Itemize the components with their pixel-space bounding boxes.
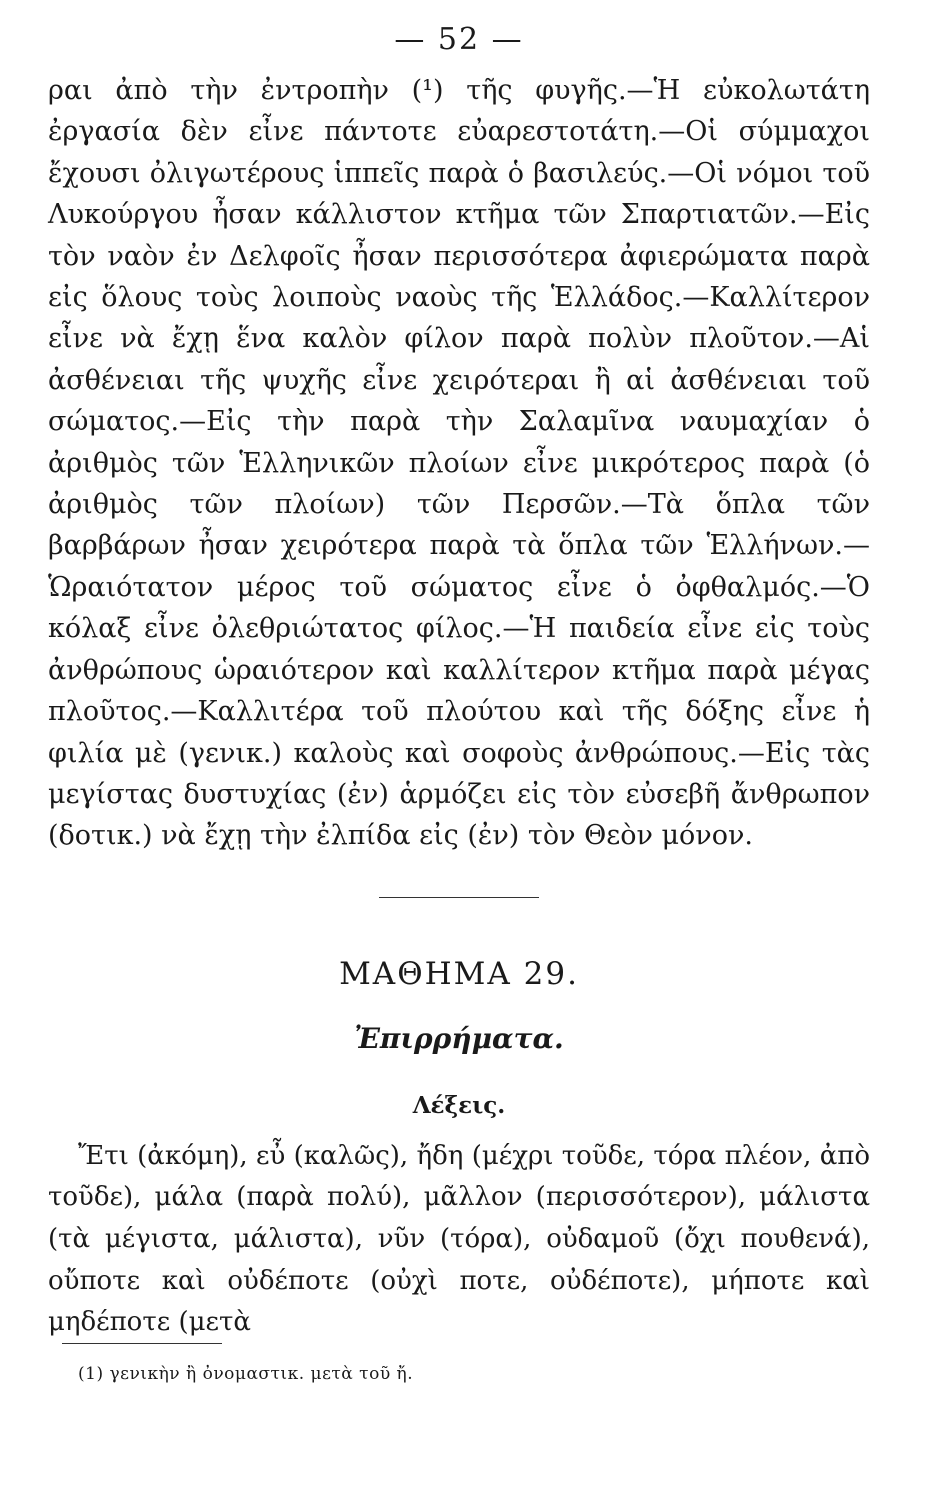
section-title: Ἐπιρρήματα. [354, 1021, 564, 1055]
page [48, 22, 870, 1344]
footnote: (1) γενικὴν ἢ ὀνομαστικ. μετὰ τοῦ ἤ. [78, 1364, 414, 1384]
vocabulary-paragraph: Ἔτι (ἀκόμη), εὖ (καλῶς), ἤδη (μέχρι τοῦδε, τόρα πλέον, ἀπὸ τοῦδε), μάλα (παρὰ πολύ), μᾶλλον (περισσότερον), μάλιστα (τὰ μέγιστα, μάλιστα), νῦν (τόρα), οὐδαμοῦ (ὄχι πουθενά), οὔποτε καὶ οὐδέποτε (οὐχὶ ποτε, οὐδέποτε), μήποτε καὶ μηδέποτε (μετὰ [48, 1140, 870, 1338]
exercise-paragraph: ραι ἀπὸ τὴν ἐντροπὴν (¹) τῆς φυγῆς.—Ἡ εὐκολωτάτη ἐργασία δὲν εἶνε πάντοτε εὐαρεστοτάτη.—Οἱ σύμμαχοι ἔχουσι ὀλιγωτέρους ἱππεῖς παρὰ ὁ βασιλεύς.—Οἱ νόμοι τοῦ Λυκούργου ἦσαν κάλλιστον κτῆμα τῶν Σπαρτιατῶν.—Εἰς τὸν ναὸν ἐν Δελφοῖς ἦσαν περισσότερα ἀφιερώματα παρὰ εἰς ὅλους τοὺς λοιποὺς ναοὺς τῆς Ἑλλάδος.—Καλλίτερον εἶνε νὰ ἔχῃ ἕνα καλὸν φίλον παρὰ πολὺν πλοῦτον.—Αἱ ἀσθένειαι τῆς ψυχῆς εἶνε χειρότεραι ἢ αἱ ἀσθένειαι τοῦ σώματος.—Εἰς τὴν παρὰ τὴν Σαλαμῖνα ναυμαχίαν ὁ ἀριθμὸς τῶν Ἑλληνικῶν πλοίων εἶνε μικρότερος παρὰ (ὁ ἀριθμὸς τῶν πλοίων) τῶν Περσῶν.—Τὰ ὅπλα τῶν βαρβάρων ἦσαν χειρότερα παρὰ τὰ ὅπλα τῶν Ἑλλήνων.—Ὡραιότατον μέρος τοῦ σώματος εἶνε ὁ ὀφθαλμός.—Ὁ κόλαξ εἶνε ὀλεθριώτατος φίλος.—Ἡ παιδεία εἶνε εἰς τοὺς ἀνθρώπους ὡραιότερον καὶ καλλίτερον κτῆμα παρὰ μέγας πλοῦτος.—Καλλιτέρα τοῦ πλούτου καὶ τῆς δόξης εἶνε ἡ φιλία μὲ (γενικ.) καλοὺς καὶ σοφοὺς ἀνθρώπους.—Εἰς τὰς μεγίστας δυστυχίας (ἐν) ἁρμόζει εἰς τὸν εὐσεβῆ ἄνθρωπον (δοτικ.) νὰ ἔχῃ τὴν ἐλπίδα εἰς (ἐν) τὸν Θεὸν μόνον. [48, 75, 870, 852]
lesson-title: ΜΑΘΗΜΑ 29. [339, 955, 579, 992]
subsection-title: Λέξεις. [412, 1091, 506, 1119]
page-number: — 52 — [394, 22, 524, 57]
section-divider [379, 897, 539, 898]
footnote-divider [62, 1343, 222, 1344]
